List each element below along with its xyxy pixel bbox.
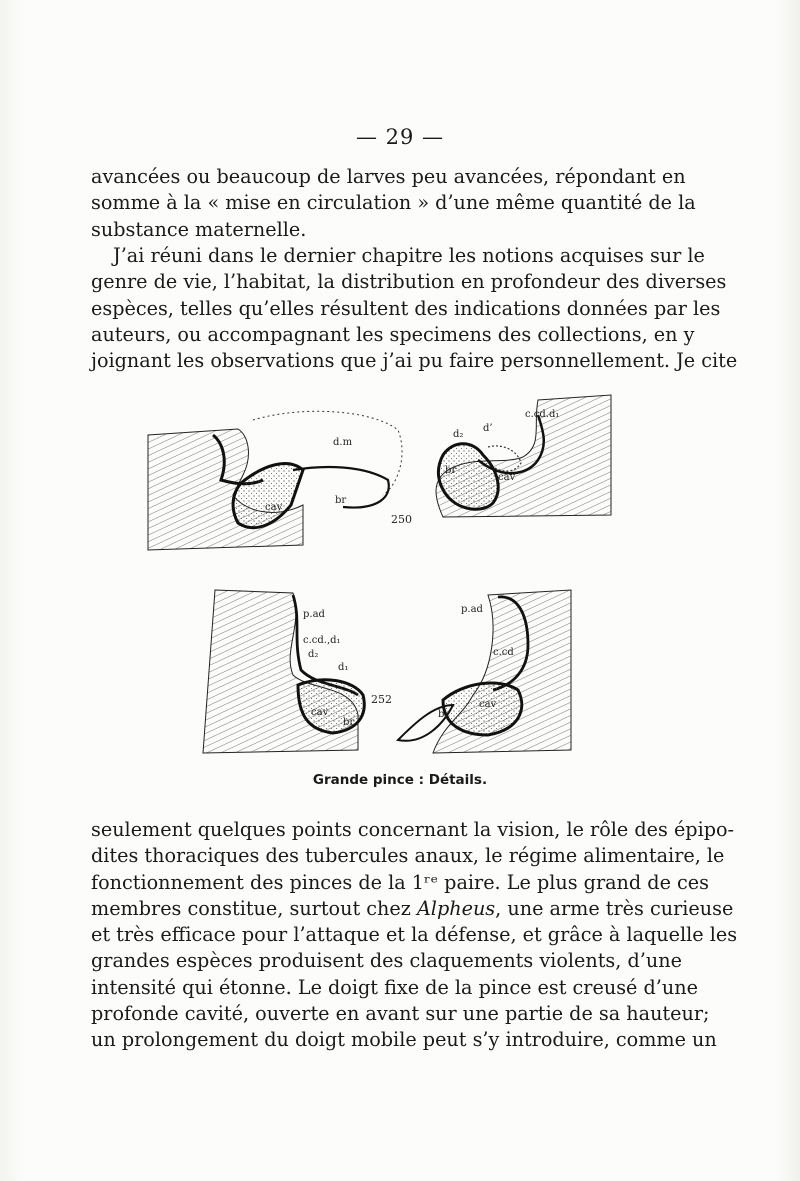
fig-250-right xyxy=(436,395,611,517)
text-line: fonctionnement des pinces de la 1ʳᵉ paire. Le plus grand de ces xyxy=(91,870,709,894)
label-br-c: br xyxy=(343,717,355,728)
text-line-with-italic xyxy=(91,896,734,922)
label-cav-b: cav xyxy=(498,472,516,483)
paragraph-1 xyxy=(91,164,696,243)
text-line: et très efficace pour l’attaque et la défense, et grâce à laquelle les xyxy=(91,923,738,947)
text-line: somme à la « mise en circulation » d’une même quantité de la xyxy=(91,191,696,215)
text-line: J’ai réuni dans le dernier chapitre les notions acquises sur le xyxy=(113,244,705,267)
text-line: dites thoraciques des tubercules anaux, le régime alimentaire, le xyxy=(91,844,725,868)
paragraph-2 xyxy=(91,243,738,374)
claw-drawing xyxy=(143,385,613,765)
label-d1-b: d₁ xyxy=(338,662,349,673)
figure-number-252: 252 xyxy=(371,693,392,706)
text-line: profonde cavité, ouverte en avant sur une partie de sa hauteur; xyxy=(91,1002,710,1026)
text-segment: , une arme très curieuse xyxy=(495,896,734,920)
text-line: grandes espèces produisent des claquements violents, d’une xyxy=(91,949,682,973)
label-ccd: c.cd xyxy=(493,647,514,658)
italic-genus-name: Alpheus xyxy=(416,896,496,920)
figure-number-250: 250 xyxy=(391,513,412,526)
label-d2: d₂ xyxy=(453,429,464,440)
fig-250-left xyxy=(148,411,402,550)
label-d2-b: d₂ xyxy=(308,649,319,660)
label-cav-c: cav xyxy=(311,707,329,718)
label-ccd-d1: c.cd.d₁ xyxy=(525,409,560,420)
text-line: espèces, telles qu’elles résultent des indications données par les xyxy=(91,296,721,320)
text-line: joignant les observations que j’ai pu faire personnellement. Je cite xyxy=(91,349,738,373)
label-pad-b: p.ad xyxy=(461,604,483,615)
label-cav-d: cav xyxy=(479,699,497,710)
text-line: un prolongement du doigt mobile peut s’y introduire, comme un xyxy=(91,1028,717,1052)
text-line: genre de vie, l’habitat, la distribution en profondeur des diverses xyxy=(91,270,727,294)
text-line: auteurs, ou accompagnant les specimens des collections, en y xyxy=(91,322,695,346)
fig-252-right xyxy=(398,590,571,753)
text-line: avancées ou beaucoup de larves peu avancées, répondant en xyxy=(91,165,686,188)
figure-caption: Grande pince : Détails. xyxy=(312,772,488,788)
label-ccd-d1-b: c.cd.,d₁ xyxy=(303,635,341,646)
label-pad: p.ad xyxy=(303,609,325,620)
label-br: br xyxy=(335,495,347,506)
text-line: intensité qui étonne. Le doigt fixe de la pince est creusé d’une xyxy=(91,975,698,999)
label-br-d: br xyxy=(438,709,450,720)
label-br-b: br xyxy=(445,465,457,476)
text-line: substance maternelle. xyxy=(91,217,307,241)
label-cav: cav xyxy=(265,502,283,513)
label-d-prime: d’ xyxy=(483,423,493,434)
figure-claw-details xyxy=(143,385,613,760)
text-segment: membres constitue, surtout chez xyxy=(91,896,417,920)
fig-252-left xyxy=(203,590,364,753)
text-line: seulement quelques points concernant la vision, le rôle des épipo- xyxy=(91,818,735,841)
label-dm: d.m xyxy=(333,437,353,448)
page-number: — 29 — xyxy=(355,125,445,149)
paragraph-3 xyxy=(91,817,738,1054)
